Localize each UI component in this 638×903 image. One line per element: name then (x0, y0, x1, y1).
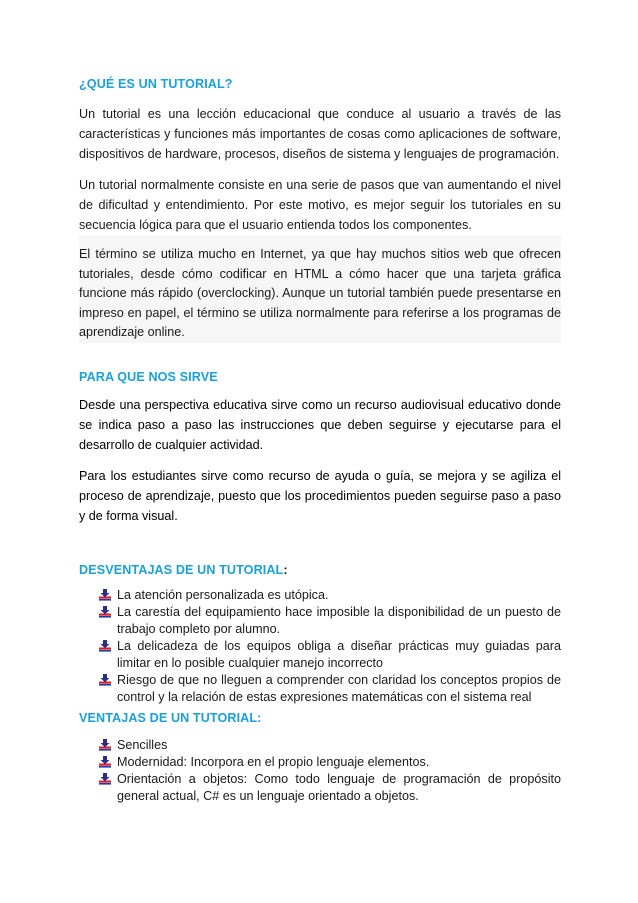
disadvantages-list (79, 587, 561, 706)
intro-paragraph-2: Un tutorial normalmente consiste en una serie de pasos que van aumentando el nivel de dificultad y entendimiento. Por este motivo, es mejor seguir los tutoriales en su secuencia lógica para que el usuario entienda todos los componentes. (79, 178, 561, 232)
list-item-text: La carestía del equipamiento hace imposible la disponibilidad de un puesto de trabajo completo por alumno. (117, 604, 561, 636)
heading-disadvantages-text: DESVENTAJAS DE UN TUTORIAL (79, 562, 284, 577)
uses-paragraph-1: Desde una perspectiva educativa sirve como un recurso audiovisual educativo donde se indica paso a paso las instrucciones que deben seguirse y ejecutarse para el desarrollo de cualquier actividad. (79, 397, 561, 452)
heading-what-is-tutorial: ¿QUÉ ES UN TUTORIAL? (79, 77, 233, 91)
list-item (99, 604, 561, 638)
uses-paragraph-2: Para los estudiantes sirve como recurso de ayuda o guía, se mejora y se agiliza el proceso de aprendizaje, puesto que los procedimientos pueden seguirse paso a paso y de forma visual. (79, 468, 561, 523)
intro-paragraph-1: Un tutorial es una lección educacional que conduce al usuario a través de las características y funciones más importantes de cosas como aplicaciones de software, dispositivos de hardware, procesos, diseños de sistema y lenguajes de programación. (79, 107, 561, 161)
list-item (99, 638, 561, 672)
list-item-text: La delicadeza de los equipos obliga a diseñar prácticas muy guiadas para limitar en lo posible cualquier manejo incorrecto (117, 638, 561, 670)
list-item-text: Sencilles (117, 737, 168, 752)
list-item-text: Modernidad: Incorpora en el propio lenguaje elementos. (117, 754, 430, 769)
list-item-text: Riesgo de que no lleguen a comprender con claridad los conceptos propios de control y la relación de estas expresiones matemáticas con el sistema real (117, 672, 561, 704)
shaded-spacer (79, 235, 561, 245)
heading-uses: PARA QUE NOS SIRVE (79, 369, 218, 384)
arrow-bullet-icon (99, 589, 111, 602)
list-item (99, 672, 561, 706)
advantages-list (79, 737, 561, 805)
list-item (99, 587, 561, 604)
intro-paragraph-3: El término se utiliza mucho en Internet, ya que hay muchos sitios web que ofrecen tutoriales, desde cómo codificar en HTML a cómo hacer que una tarjeta gráfica funcione más rápido (overclocking). Aunque un tutorial también puede presentarse en impreso en papel, el término se utiliza normalmente para referirse a los programas de aprendizaje online. (79, 245, 561, 343)
list-item-text: Orientación a objetos: Como todo lenguaje de programación de propósito general actual, C# es un lenguaje orientado a objetos. (117, 771, 561, 803)
list-item (99, 737, 561, 754)
heading-colon: : (283, 562, 288, 577)
arrow-bullet-icon (99, 773, 111, 786)
heading-disadvantages (79, 562, 561, 578)
list-item-text: La atención personalizada es utópica. (117, 587, 329, 602)
list-item (99, 771, 561, 805)
heading-advantages: VENTAJAS DE UN TUTORIAL: (79, 710, 262, 725)
list-item (99, 754, 561, 771)
arrow-bullet-icon (99, 756, 111, 769)
arrow-bullet-icon (99, 739, 111, 752)
arrow-bullet-icon (99, 606, 111, 619)
arrow-bullet-icon (99, 674, 111, 687)
arrow-bullet-icon (99, 640, 111, 653)
